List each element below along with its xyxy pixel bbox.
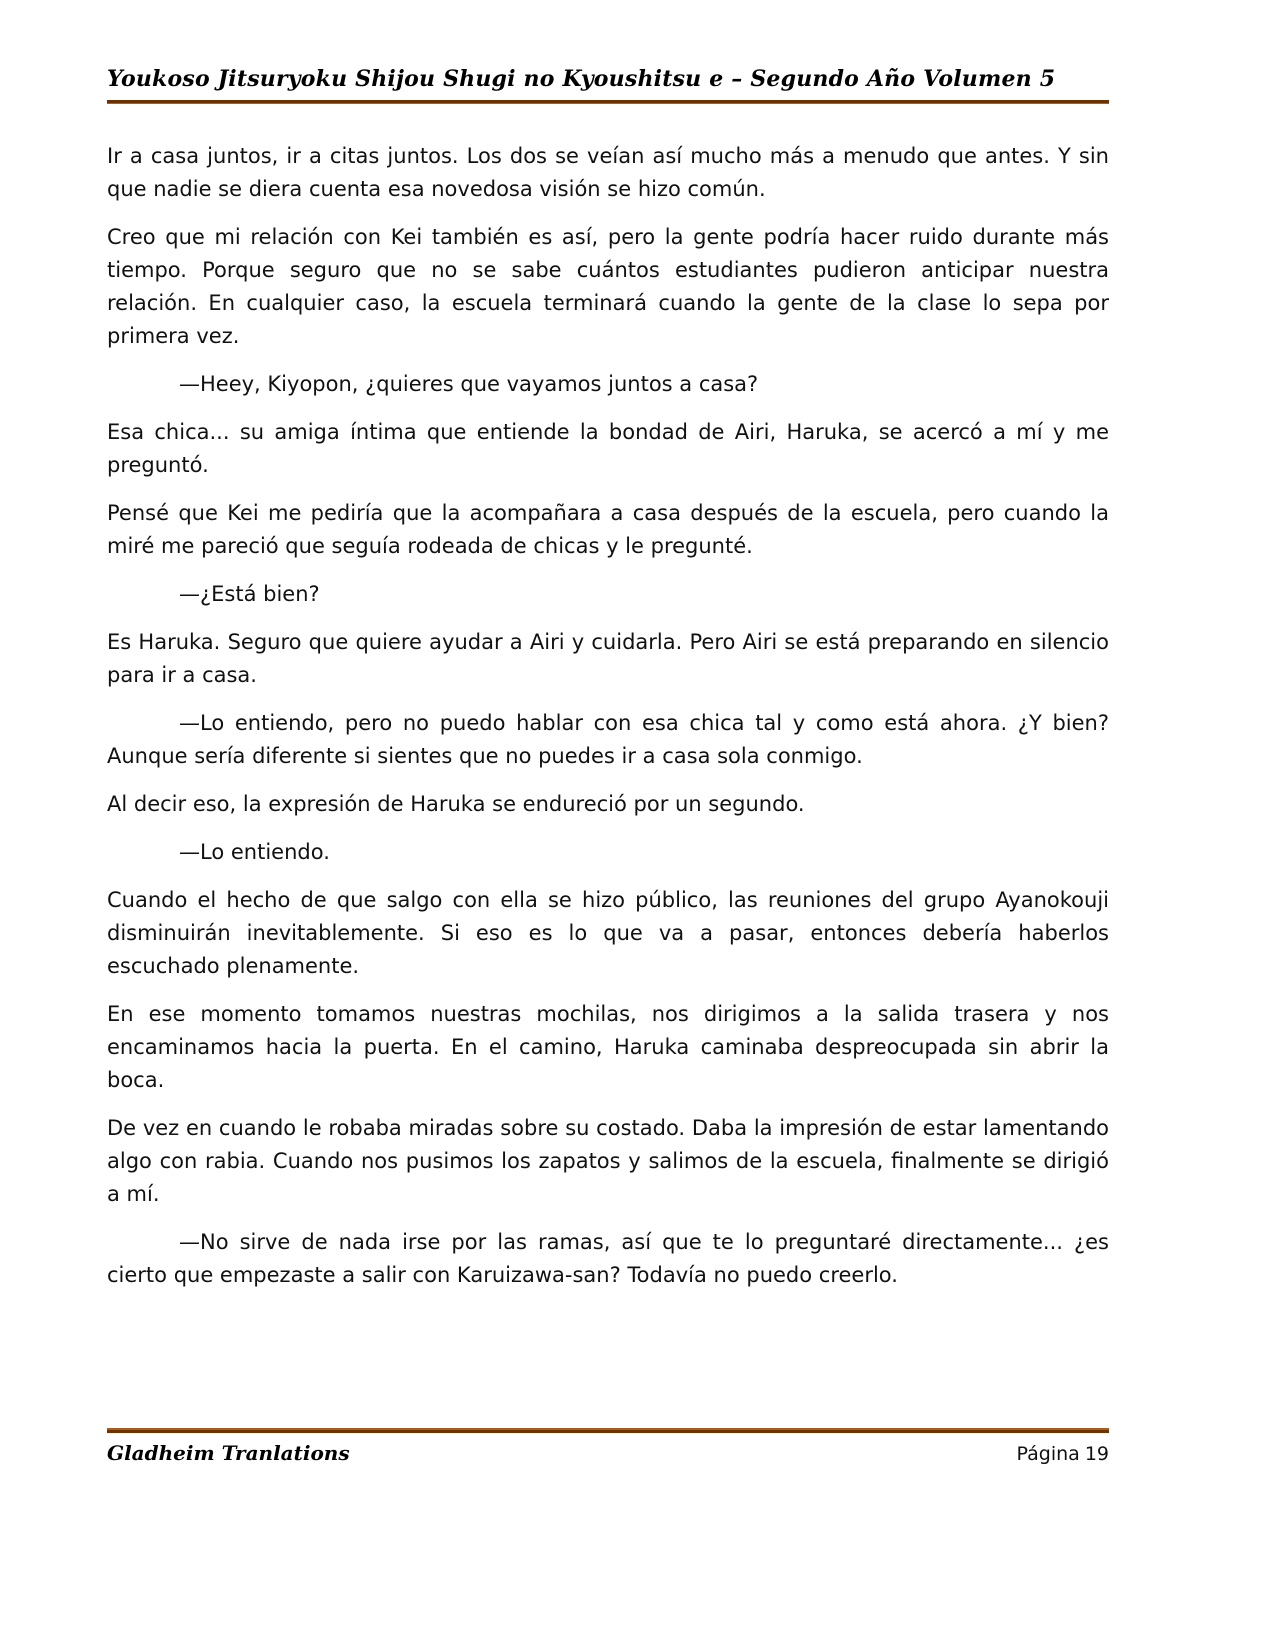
dialogue-paragraph: —Lo entiendo, pero no puedo hablar con esa chica tal y como está ahora. ¿Y bien? Aunque sería diferente si sientes que no puedes ir a casa sola conmigo. — [107, 711, 1109, 768]
dialogue-paragraph: —No sirve de nada irse por las ramas, así que te lo preguntaré directamente... ¿es cierto que empezaste a salir con Karuizawa-san? Todavía no puedo creerlo. — [107, 1230, 1109, 1287]
translator-credit: Gladheim Tranlations — [107, 1441, 350, 1465]
paragraph: Cuando el hecho de que salgo con ella se hizo público, las reuniones del grupo Ayanokouji disminuirán inevitablemente. Si eso es lo que va a pasar, entonces debería haberlos escuchado plenamente. — [107, 888, 1109, 978]
page-number-label: Página — [1016, 1443, 1080, 1465]
header-rule — [107, 100, 1109, 104]
dialogue-paragraph: —Lo entiendo. — [179, 840, 330, 864]
paragraph: De vez en cuando le robaba miradas sobre su costado. Daba la impresión de estar lamentando algo con rabia. Cuando nos pusimos los zapatos y salimos de la escuela, finalmente se dirigió a mí. — [107, 1116, 1109, 1206]
dialogue-paragraph: —¿Está bien? — [179, 582, 320, 606]
paragraph: Pensé que Kei me pediría que la acompañara a casa después de la escuela, pero cuando la miré me pareció que seguía rodeada de chicas y le pregunté. — [107, 501, 1109, 558]
page-title: Youkoso Jitsuryoku Shijou Shugi no Kyoushitsu e – Segundo Año Volumen 5 — [107, 66, 1056, 92]
paragraph: Al decir eso, la expresión de Haruka se endureció por un segundo. — [107, 792, 805, 816]
paragraph: Creo que mi relación con Kei también es así, pero la gente podría hacer ruido durante más tiempo. Porque seguro que no se sabe cuántos estudiantes pudieron anticipar nuestra relación. En cualquier caso, la escuela terminará cuando la gente de la clase lo sepa por primera vez. — [107, 225, 1109, 348]
document-body — [107, 140, 1109, 1307]
paragraph: Esa chica... su amiga íntima que entiende la bondad de Airi, Haruka, se acercó a mí y me preguntó. — [107, 420, 1109, 477]
page-number — [1017, 1443, 1109, 1465]
dialogue-paragraph: —Heey, Kiyopon, ¿quieres que vayamos juntos a casa? — [179, 372, 759, 396]
paragraph: Ir a casa juntos, ir a citas juntos. Los dos se veían así mucho más a menudo que antes. Y sin que nadie se diera cuenta esa novedosa visión se hizo común. — [107, 144, 1109, 201]
paragraph: En ese momento tomamos nuestras mochilas, nos dirigimos a la salida trasera y nos encaminamos hacia la puerta. En el camino, Haruka caminaba despreocupada sin abrir la boca. — [107, 1002, 1109, 1092]
page-header — [107, 66, 1109, 104]
footer-rule — [107, 1428, 1109, 1433]
footer-row — [107, 1441, 1109, 1465]
page-footer — [107, 1428, 1109, 1465]
paragraph: Es Haruka. Seguro que quiere ayudar a Airi y cuidarla. Pero Airi se está preparando en silencio para ir a casa. — [107, 630, 1109, 687]
page-number-value: 19 — [1084, 1443, 1109, 1465]
